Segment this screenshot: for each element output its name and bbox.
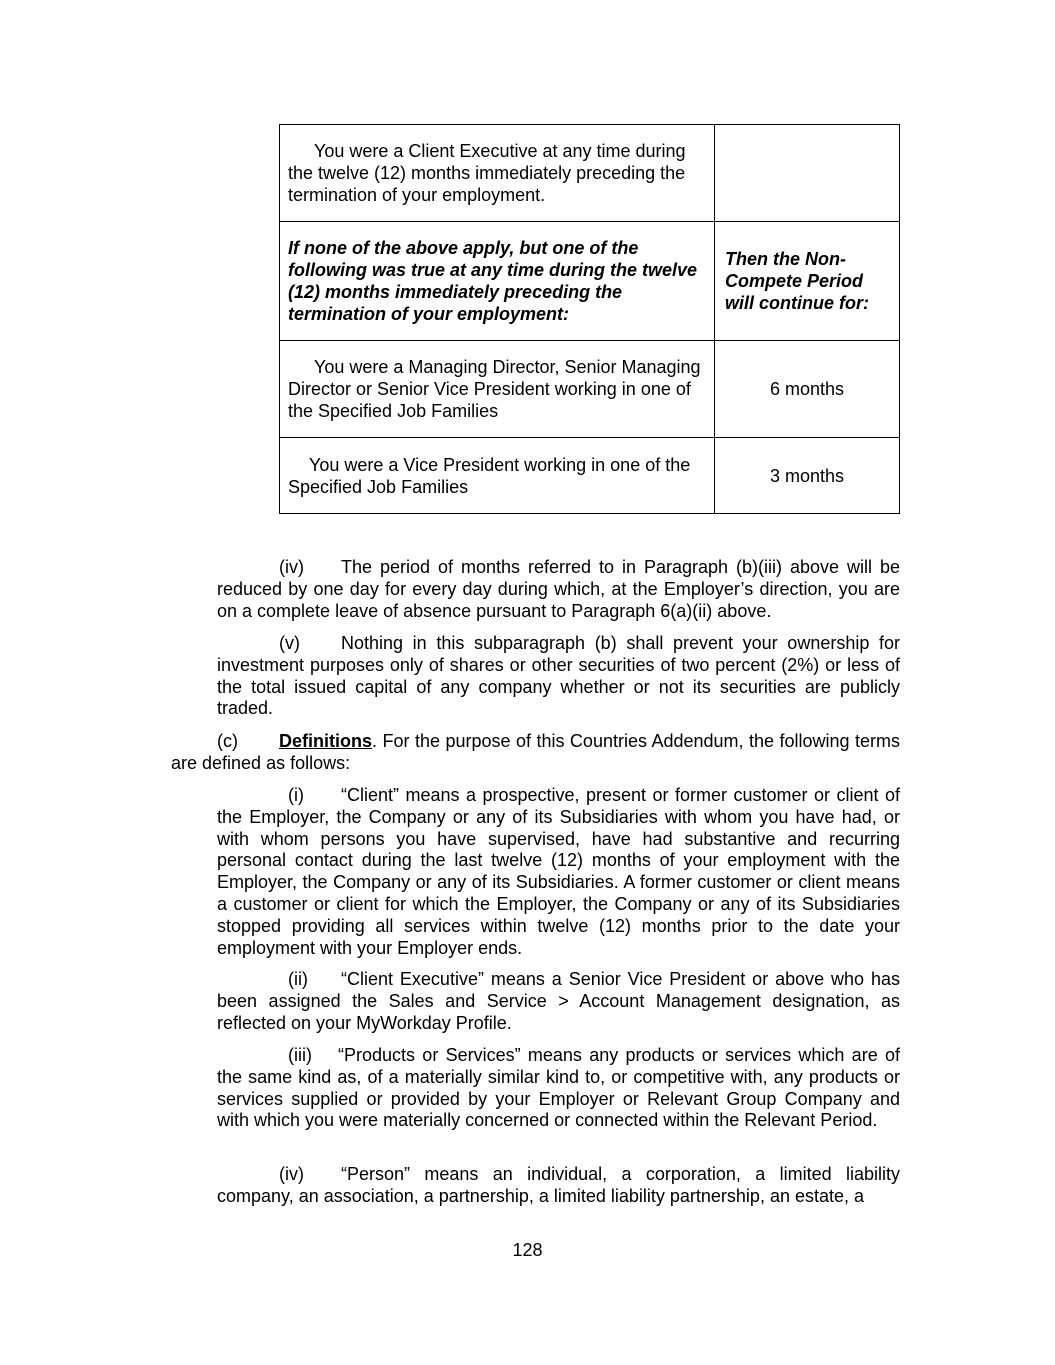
paragraph-c-definitions: (c) Definitions. For the purpose of this Countries Addendum, the following terms are defined as follows:	[171, 731, 900, 773]
page-number: 128	[512, 1240, 543, 1260]
paragraph-c-i: (i) “Client” means a prospective, present or former customer or client of the Employer, the Company or any of its Subsidiaries with whom you have had, or with whom persons you have supervised, have had substantive and recurring personal contact during the last twelve (12) months of your employment with the Employer, the Company or any of its Subsidiaries. A former customer or client means a customer or client for which the Employer, the Company or any of its Subsidiaries stopped providing all services within twelve (12) months prior to the date your employment with your Employer ends.	[217, 785, 900, 958]
paragraph-c-iii: (iii) “Products or Services” means any products or services which are of the same kind as, of a materially similar kind to, or competitive with, any products or services supplied or provided by your Employer or Relevant Group Company and with which you were materially concerned or connected within the Relevant Period.	[217, 1045, 900, 1131]
table-row	[280, 438, 900, 514]
table-row	[280, 341, 900, 438]
paragraph-c-iv: (iv) “Person” means an individual, a corporation, a limited liability company, an association, a partnership, a limited liability partnership, an estate, a	[217, 1164, 900, 1206]
table-cell: You were a Vice President working in one of the Specified Job Families	[280, 438, 715, 514]
table-cell: 6 months	[715, 341, 900, 438]
non-compete-period-table	[279, 124, 900, 514]
table-cell: You were a Managing Director, Senior Managing Director or Senior Vice President working in one of the Specified Job Families	[280, 341, 715, 438]
table-cell: 3 months	[715, 438, 900, 514]
table-header-cell: If none of the above apply, but one of the following was true at any time during the twelve (12) months immediately preceding the termination of your employment:	[280, 222, 715, 341]
section-heading: Definitions	[279, 731, 372, 751]
table-header-cell: Then the Non-Compete Period will continue for:	[715, 222, 900, 341]
paragraph-b-iv: (iv) The period of months referred to in Paragraph (b)(iii) above will be reduced by one day for every day during which, at the Employer’s direction, you are on a complete leave of absence pursuant to Paragraph 6(a)(ii) above.	[217, 557, 900, 621]
paragraph-c-ii: (ii) “Client Executive” means a Senior Vice President or above who has been assigned the Sales and Service > Account Management designation, as reflected on your MyWorkday Profile.	[217, 969, 900, 1033]
table-cell	[715, 125, 900, 222]
paragraph-b-v: (v) Nothing in this subparagraph (b) shall prevent your ownership for investment purposes only of shares or other securities of two percent (2%) or less of the total issued capital of any company whether or not its securities are publicly traded.	[217, 633, 900, 719]
table-row	[280, 125, 900, 222]
table-header-row	[280, 222, 900, 341]
table-cell: You were a Client Executive at any time during the twelve (12) months immediately preceding the termination of your employment.	[280, 125, 715, 222]
